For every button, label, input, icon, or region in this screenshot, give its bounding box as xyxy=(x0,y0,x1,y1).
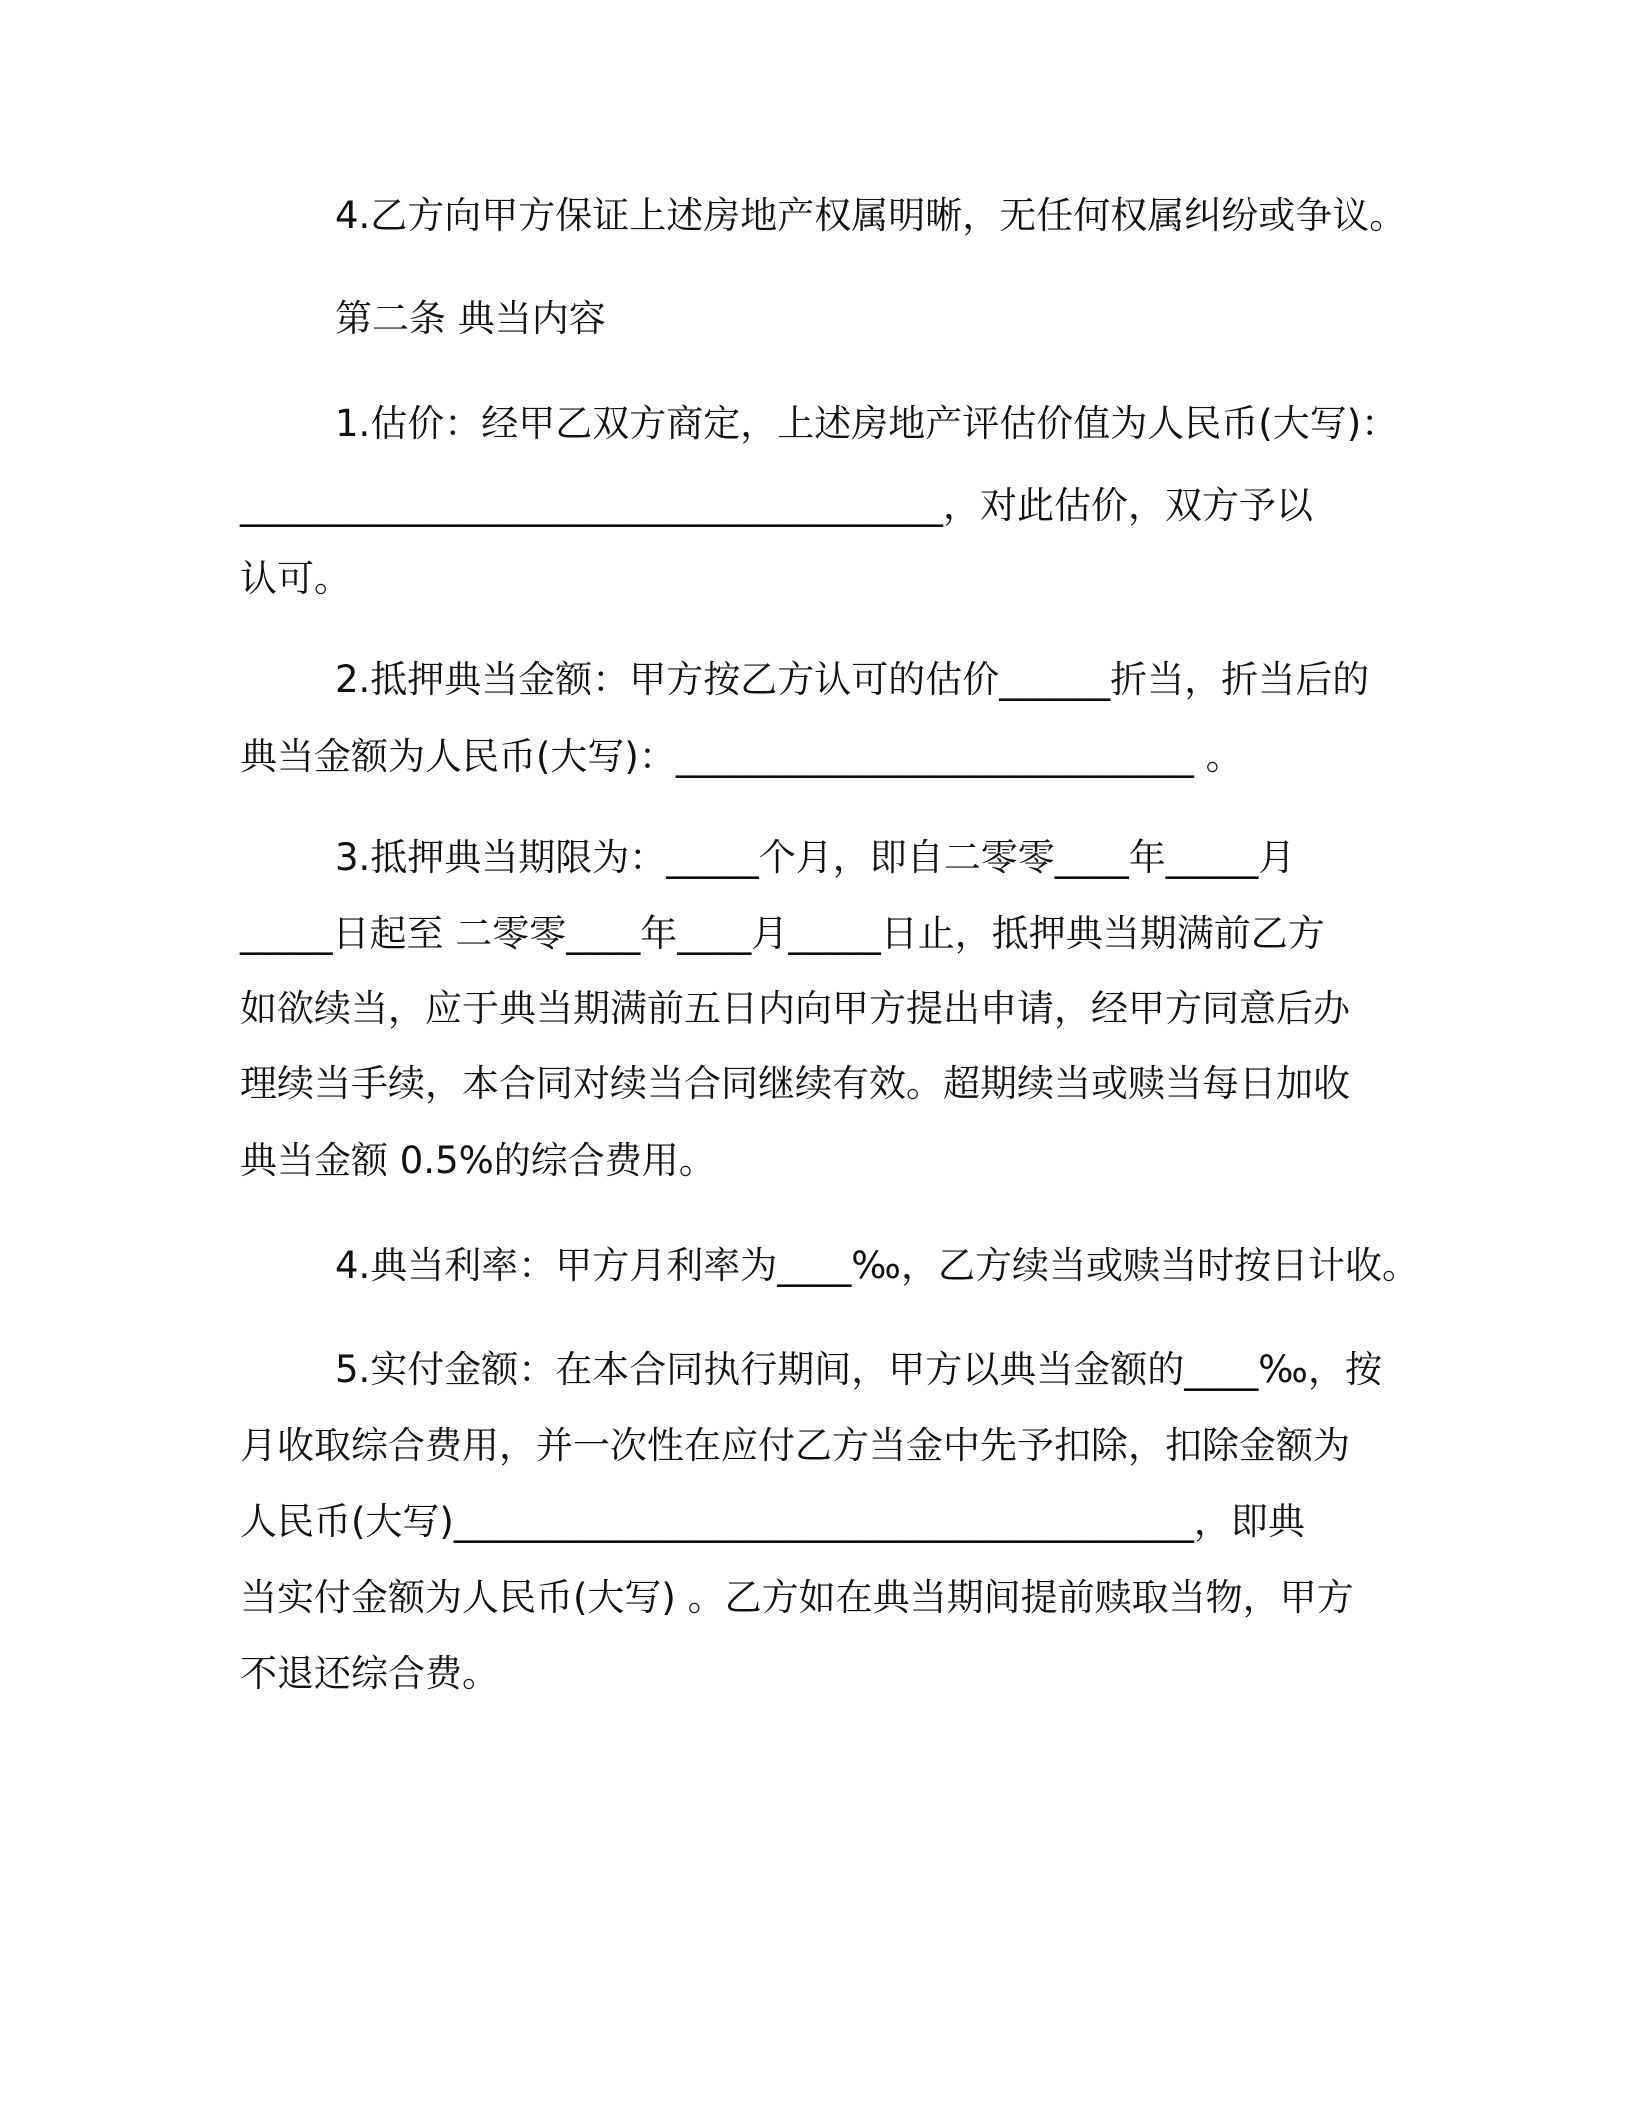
clause-1-4: 4.乙方向甲方保证上述房地产权属明晰，无任何权属纠纷或争议。 xyxy=(335,194,1407,237)
clause-2-1-line-2: ______________________________________，对此估价，双方予以 xyxy=(240,484,1313,527)
clause-2-4: 4.典当利率：甲方月利率为____‰，乙方续当或赎当时按日计收。 xyxy=(335,1244,1419,1287)
clause-2-3-line-3: 如欲续当，应于典当期满前五日内向甲方提出申请，经甲方同意后办 xyxy=(240,987,1350,1030)
clause-2-3-line-1: 3.抵押典当期限为：_____个月，即自二零零____年_____月 xyxy=(335,836,1296,879)
clause-2-3-line-2: _____日起至 二零零____年____月_____日止，抵押典当期满前乙方 xyxy=(240,912,1325,955)
clause-2-5-line-2: 月收取综合费用，并一次性在应付乙方当金中先予扣除，扣除金额为 xyxy=(240,1424,1350,1467)
clause-2-5-line-4: 当实付金额为人民币(大写) 。乙方如在典当期间提前赎取当物，甲方 xyxy=(240,1576,1354,1619)
clause-2-5-line-1: 5.实付金额：在本合同执行期间，甲方以典当金额的____‰，按 xyxy=(335,1348,1382,1391)
clause-2-5-line-3: 人民币(大写)________________________________________，即典 xyxy=(240,1500,1305,1543)
article-2-heading: 第二条 典当内容 xyxy=(335,297,606,340)
clause-2-5-line-5: 不退还综合费。 xyxy=(240,1652,499,1695)
clause-2-2-line-1: 2.抵押典当金额：甲方按乙方认可的估价______折当，折当后的 xyxy=(335,658,1370,701)
clause-2-1-line-1: 1.估价：经甲乙双方商定，上述房地产评估价值为人民币(大写)： xyxy=(335,402,1399,445)
clause-2-3-line-4: 理续当手续，本合同对续当合同继续有效。超期续当或赎当每日加收 xyxy=(240,1062,1350,1105)
clause-2-2-line-2: 典当金额为人民币(大写)：____________________________ 。 xyxy=(240,735,1243,778)
clause-2-1-line-3: 认可。 xyxy=(240,557,351,600)
clause-2-3-line-5: 典当金额 0.5%的综合费用。 xyxy=(240,1139,716,1182)
